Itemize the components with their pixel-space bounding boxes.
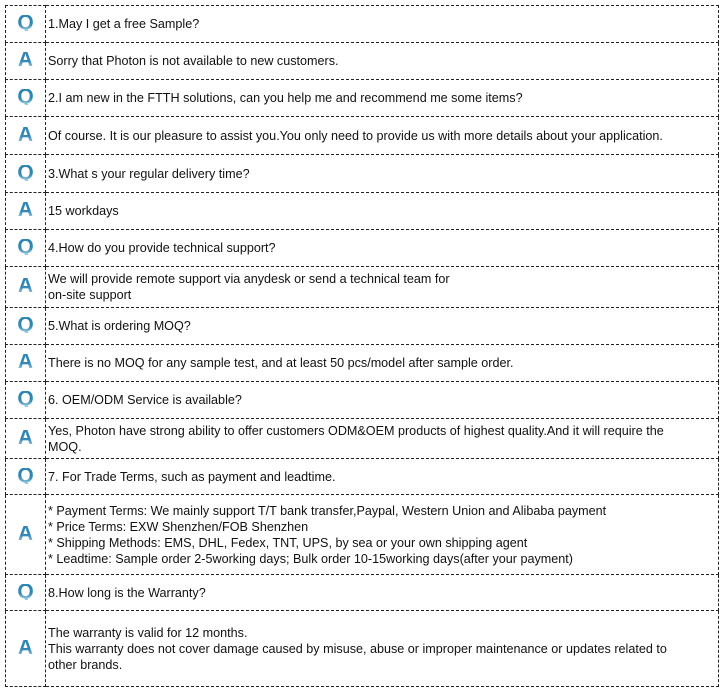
answer-icon: A bbox=[17, 521, 34, 545]
text-line: * Price Terms: EXW Shenzhen/FOB Shenzhen bbox=[48, 519, 309, 534]
question-row bbox=[6, 308, 719, 345]
text-line: * Leadtime: Sample order 2-5working days; Bulk order 10-15working days(after your payment) bbox=[48, 551, 573, 566]
question-icon: Q bbox=[17, 235, 34, 258]
question-row bbox=[6, 80, 719, 117]
marker-cell bbox=[6, 43, 46, 80]
marker-cell bbox=[6, 117, 46, 155]
text-line: We will provide remote support via anydesk or send a technical team for bbox=[48, 272, 450, 286]
answer-row bbox=[6, 419, 719, 459]
answer-text bbox=[46, 495, 719, 575]
text-line: on-site support bbox=[48, 288, 132, 302]
text-line: 4.How do you provide technical support? bbox=[48, 241, 276, 255]
answer-text bbox=[46, 193, 719, 230]
question-text bbox=[46, 230, 719, 267]
marker-cell bbox=[6, 495, 46, 575]
marker-cell bbox=[6, 419, 46, 459]
answer-text bbox=[46, 419, 719, 459]
text-line: * Payment Terms: We mainly support T/T bank transfer,Paypal, Western Union and Alibaba payment bbox=[48, 503, 607, 518]
question-row bbox=[6, 155, 719, 193]
marker-cell bbox=[6, 459, 46, 495]
marker-cell bbox=[6, 6, 46, 43]
text-line: 7. For Trade Terms, such as payment and leadtime. bbox=[48, 469, 336, 484]
text-line: 3.What s your regular delivery time? bbox=[48, 166, 250, 181]
question-icon: Q bbox=[17, 160, 34, 184]
answer-icon: A bbox=[17, 635, 34, 659]
answer-icon: A bbox=[17, 198, 34, 221]
answer-icon: A bbox=[17, 274, 34, 297]
marker-cell bbox=[6, 80, 46, 117]
question-text bbox=[46, 575, 719, 611]
text-line: Sorry that Photon is not available to new customers. bbox=[48, 54, 339, 68]
answer-row bbox=[6, 267, 719, 308]
question-row bbox=[6, 6, 719, 43]
text-line: Of course. It is our pleasure to assist you.You only need to provide us with more details about your application. bbox=[48, 128, 663, 143]
answer-row bbox=[6, 345, 719, 382]
answer-text bbox=[46, 267, 719, 308]
answer-row bbox=[6, 611, 719, 687]
faq-table bbox=[5, 5, 719, 687]
marker-cell bbox=[6, 308, 46, 345]
answer-text bbox=[46, 117, 719, 155]
marker-cell bbox=[6, 230, 46, 267]
text-line: 5.What is ordering MOQ? bbox=[48, 319, 191, 333]
marker-cell bbox=[6, 382, 46, 419]
question-icon: Q bbox=[17, 463, 34, 487]
answer-row bbox=[6, 43, 719, 80]
question-text bbox=[46, 155, 719, 193]
marker-cell bbox=[6, 193, 46, 230]
question-row bbox=[6, 230, 719, 267]
question-row bbox=[6, 575, 719, 611]
text-line: * Shipping Methods: EMS, DHL, Fedex, TNT, UPS, by sea or your own shipping agent bbox=[48, 535, 528, 550]
question-text bbox=[46, 308, 719, 345]
text-line: other brands. bbox=[48, 657, 123, 672]
answer-row bbox=[6, 117, 719, 155]
question-row bbox=[6, 459, 719, 495]
answer-icon: A bbox=[17, 48, 34, 71]
question-icon: Q bbox=[17, 387, 34, 410]
text-line: 2.I am new in the FTTH solutions, can you help me and recommend me some items? bbox=[48, 91, 523, 105]
marker-cell bbox=[6, 345, 46, 382]
answer-icon: A bbox=[17, 122, 34, 146]
question-icon: Q bbox=[17, 313, 34, 336]
answer-text bbox=[46, 43, 719, 80]
question-text bbox=[46, 6, 719, 43]
text-line: 1.May I get a free Sample? bbox=[48, 17, 200, 31]
text-line: MOQ. bbox=[48, 439, 82, 454]
question-icon: Q bbox=[17, 85, 34, 108]
answer-icon: A bbox=[17, 425, 34, 449]
text-line: 15 workdays bbox=[48, 204, 119, 218]
question-text bbox=[46, 382, 719, 419]
marker-cell bbox=[6, 611, 46, 687]
text-line: There is no MOQ for any sample test, and at least 50 pcs/model after sample order. bbox=[48, 356, 514, 370]
answer-text bbox=[46, 345, 719, 382]
answer-text bbox=[46, 611, 719, 687]
text-line: This warranty does not cover damage caused by misuse, abuse or improper maintenance or updates related to bbox=[48, 641, 667, 656]
text-line: The warranty is valid for 12 months. bbox=[48, 625, 248, 640]
question-row bbox=[6, 382, 719, 419]
marker-cell bbox=[6, 267, 46, 308]
answer-row bbox=[6, 495, 719, 575]
text-line: Yes, Photon have strong ability to offer customers ODM&OEM products of highest quality.And it will require the bbox=[48, 423, 664, 438]
marker-cell bbox=[6, 575, 46, 611]
text-line: 6. OEM/ODM Service is available? bbox=[48, 393, 242, 407]
marker-cell bbox=[6, 155, 46, 193]
answer-icon: A bbox=[17, 350, 34, 373]
answer-row bbox=[6, 193, 719, 230]
question-icon: Q bbox=[17, 11, 34, 34]
question-text bbox=[46, 80, 719, 117]
question-icon: Q bbox=[17, 579, 34, 603]
question-text bbox=[46, 459, 719, 495]
text-line: 8.How long is the Warranty? bbox=[48, 585, 206, 600]
